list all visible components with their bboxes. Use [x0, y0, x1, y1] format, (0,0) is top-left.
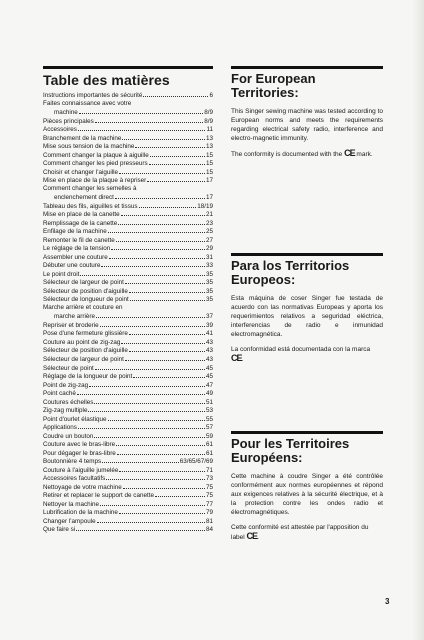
section-title-line2: Territories:	[231, 85, 299, 100]
toc-entry-page: 35	[205, 287, 213, 295]
table-of-contents	[43, 66, 213, 534]
toc-entry-page: 6	[209, 92, 213, 99]
page-number: 3	[385, 597, 390, 606]
toc-entry-page: 37	[205, 313, 213, 321]
toc-entry-page: 75	[205, 492, 213, 500]
toc-leader-dots	[143, 91, 208, 97]
toc-entry	[43, 159, 213, 168]
toc-entry-page: 15	[205, 160, 213, 168]
toc-entry-page: 59	[205, 432, 213, 440]
toc-entry-page: 8/9	[204, 109, 213, 117]
ce-mark-icon: CE	[246, 531, 258, 541]
toc-entry	[43, 270, 213, 279]
toc-leader-dots	[109, 253, 205, 259]
toc-entry-label: Mise sous tension de la machine	[43, 143, 135, 151]
toc-entry-label: Le réglage de la tension	[43, 245, 111, 253]
toc-leader-dots	[117, 449, 205, 455]
toc-entry	[43, 134, 213, 143]
toc-entry-page: 41	[205, 330, 213, 338]
toc-leader-dots	[100, 500, 205, 506]
toc-entry-label: Pose d'une fermeture glissière	[43, 330, 128, 338]
toc-leader-dots	[119, 168, 205, 174]
toc-entry-label: Marche arrière et couture en	[43, 303, 123, 311]
toc-leader-dots	[102, 457, 179, 463]
toc-entry-label: Boutonnière 4 temps	[43, 458, 102, 466]
conformity-text: The conformity is documented with the	[231, 151, 343, 158]
toc-entry-page: 43	[205, 355, 213, 363]
toc-leader-dots	[106, 474, 205, 480]
section-title-line2: Européens:	[231, 450, 303, 465]
section-title	[231, 259, 383, 287]
toc-leader-dots	[94, 398, 205, 404]
toc-leader-dots	[94, 432, 205, 438]
toc-entry-label: Choisir et changer l'aiguille	[43, 168, 119, 176]
toc-entry-label: Débuter une couture	[43, 262, 101, 270]
toc-entry-label: Nettoyage de votre machine	[43, 483, 122, 491]
toc-entry	[43, 372, 213, 381]
toc-entry-label: Coudre un bouton	[43, 432, 94, 440]
toc-entry-label: Que faire si	[43, 526, 76, 534]
section-paragraph: Cette machine à coudre Singer a été contrôlée conformément aux normes européennes et répond aux exigences relatives à la sécurité électrique, et à la protection contre les ondes radio et électromagnétiques.	[231, 473, 383, 516]
toc-entry-page: 49	[205, 390, 213, 398]
toc-entry-page: 61	[205, 441, 213, 449]
toc-entry	[43, 381, 213, 390]
toc-entry-label: Repriser et broderie	[43, 321, 99, 329]
toc-leader-dots	[95, 117, 203, 123]
toc-list	[43, 91, 213, 534]
toc-entry-page: 57	[205, 424, 213, 432]
conformity-tail: .	[241, 356, 244, 363]
toc-entry	[43, 398, 213, 407]
toc-entry	[43, 517, 213, 526]
toc-entry-page: 17	[205, 194, 213, 202]
toc-entry	[43, 432, 213, 441]
toc-entry-label: Point de zig-zag	[43, 381, 89, 389]
toc-entry-page: 33	[205, 262, 213, 270]
toc-entry	[43, 253, 213, 262]
toc-leader-dots	[125, 355, 205, 361]
toc-entry-label: Retirer et replacer le support de canette	[43, 492, 154, 500]
toc-entry-page: 73	[205, 475, 213, 483]
ce-mark-icon: CE	[344, 148, 355, 158]
section-conformity-paragraph	[231, 345, 383, 364]
toc-entry	[43, 457, 213, 466]
toc-entry-label: Sélecteur de position d'aiguille	[43, 287, 128, 295]
toc-entry-label: Comment changer les semelles à	[43, 184, 137, 192]
toc-leader-dots	[150, 151, 205, 157]
section-conformity-paragraph	[231, 149, 383, 159]
toc-entry-page: 61	[205, 449, 213, 457]
toc-entry-page: 53	[205, 407, 213, 415]
toc-entry	[43, 108, 213, 117]
section-paragraph: This Singer sewing machine was tested according to European norms and meets the requirements regarding electrical safety radio, interference and electro-magnetic immunity.	[231, 108, 383, 142]
toc-entry-page: 43	[205, 347, 213, 355]
conformity-text: Cette conformité est attestée par l'apposition du label	[231, 524, 369, 541]
toc-entry	[43, 287, 213, 296]
toc-entry-label: Faites connaissance avec votre	[43, 99, 132, 107]
toc-entry	[43, 525, 213, 534]
toc-entry	[43, 210, 213, 219]
toc-leader-dots	[78, 125, 206, 131]
toc-entry-label: Couture à l'aiguille jumelée	[43, 466, 119, 474]
toc-entry	[43, 236, 213, 245]
toc-entry-label: Lubrification de la machine	[43, 509, 118, 517]
toc-entry	[43, 312, 213, 321]
toc-entry	[43, 338, 213, 347]
toc-entry-label: Comment changer les pied presseurs	[43, 160, 148, 168]
section-conformity-paragraph	[231, 523, 383, 542]
section-territorios-europeos	[231, 253, 383, 370]
toc-entry	[43, 329, 213, 338]
toc-entry-label: Pièces principales	[43, 117, 94, 125]
toc-leader-dots	[130, 295, 205, 301]
toc-entry	[43, 219, 213, 228]
toc-leader-dots	[147, 176, 205, 182]
toc-leader-dots	[129, 287, 205, 293]
toc-entry-label: Remonter le fil de canette	[43, 236, 115, 244]
toc-leader-dots	[80, 270, 205, 276]
toc-entry-label: Mise en place de la plaque à repriser	[43, 177, 147, 185]
toc-entry-page: 45	[205, 373, 213, 381]
toc-leader-dots	[123, 483, 205, 489]
conformity-tail: .	[257, 534, 259, 541]
toc-entry-page: 51	[205, 398, 213, 406]
toc-entry-page: 35	[205, 296, 213, 304]
section-title-line2: Europeos:	[231, 272, 296, 287]
toc-entry	[43, 91, 213, 100]
toc-entry-label: Accessoires facultatifs	[43, 475, 106, 483]
toc-entry-page: 8/9	[204, 117, 213, 125]
toc-leader-dots	[121, 338, 205, 344]
toc-entry	[43, 125, 213, 134]
toc-leader-dots	[100, 321, 205, 327]
toc-entry-page: 77	[205, 500, 213, 508]
toc-entry-label: Applications	[43, 424, 77, 432]
toc-entry-label: Mise en place de la canette	[43, 211, 120, 219]
toc-leader-dots	[77, 389, 205, 395]
toc-leader-dots	[79, 108, 203, 114]
toc-entry-page: 18/19	[197, 202, 213, 210]
toc-entry	[43, 278, 213, 287]
toc-entry-label: Couture avec le bras-libre	[43, 441, 116, 449]
toc-entry-page: 21	[205, 211, 213, 219]
toc-leader-dots	[95, 364, 205, 370]
toc-leader-dots	[118, 219, 205, 225]
toc-entry-page: 71	[205, 466, 213, 474]
toc-entry-page: 81	[205, 517, 213, 525]
toc-entry-label: Réglage de la longueur de point	[43, 373, 133, 381]
toc-leader-dots	[97, 517, 205, 523]
section-european-territories	[231, 66, 383, 165]
toc-entry-page: 15	[205, 151, 213, 159]
toc-entry	[43, 474, 213, 483]
toc-entry-label: Branchement de la machine	[43, 134, 122, 142]
toc-entry-page: 39	[205, 321, 213, 329]
toc-entry	[43, 185, 213, 194]
toc-leader-dots	[119, 466, 205, 472]
toc-entry-page: 35	[205, 270, 213, 278]
section-paragraph: Esta máquina de coser Singer fue testada de acuerdo con las normativas Europeas y aporta los requerimientos relativos a seguridad eléctrica, interferencias de radio e inmunidad electromagnética.	[231, 295, 383, 338]
conformity-text: La conformidad está documentada con la marca	[231, 346, 371, 353]
toc-entry-label: marche arrière	[54, 313, 95, 321]
toc-entry-page: 55	[205, 415, 213, 423]
toc-entry-label: Comment changer la plaque à aiguille	[43, 151, 149, 159]
toc-entry-page: 13	[205, 143, 213, 151]
toc-entry-label: Remplissage de la canette	[43, 219, 118, 227]
toc-leader-dots	[108, 415, 205, 421]
toc-entry-label: Enfilage de la machine	[43, 228, 107, 236]
toc-entry	[43, 142, 213, 151]
toc-entry	[43, 449, 213, 458]
toc-entry-page: 47	[205, 381, 213, 389]
toc-entry	[43, 364, 213, 373]
toc-entry-page: 29	[205, 245, 213, 253]
toc-leader-dots	[111, 244, 205, 250]
toc-leader-dots	[96, 312, 205, 318]
toc-leader-dots	[116, 236, 205, 242]
toc-entry-label: Point caché	[43, 390, 76, 398]
toc-entry-page: 43	[205, 338, 213, 346]
toc-entry	[43, 244, 213, 253]
toc-entry-label: Pour dégager le bras-libre	[43, 449, 116, 457]
toc-entry-label: Sélecteur de longueur de point	[43, 296, 129, 304]
toc-entry-label: enclenchement direct	[54, 194, 114, 202]
toc-entry	[43, 415, 213, 424]
ce-mark-icon: CE	[231, 353, 242, 363]
section-title	[231, 437, 383, 465]
toc-entry-page: 31	[205, 253, 213, 261]
toc-entry-label: Sélecteur de largeur de point	[43, 279, 124, 287]
toc-entry-page: 15	[205, 168, 213, 176]
section-title	[231, 72, 383, 100]
toc-entry	[43, 261, 213, 270]
toc-entry-page: 84	[205, 526, 213, 534]
toc-leader-dots	[155, 491, 205, 497]
toc-title: Table des matières	[43, 72, 170, 88]
toc-leader-dots	[135, 142, 205, 148]
toc-leader-dots	[108, 227, 205, 233]
toc-entry-page: 17	[205, 177, 213, 185]
toc-entry	[43, 389, 213, 398]
toc-leader-dots	[116, 440, 205, 446]
toc-leader-dots	[125, 278, 205, 284]
toc-entry	[43, 440, 213, 449]
toc-entry	[43, 466, 213, 475]
toc-entry-label: Point d'ourlet élastique	[43, 415, 107, 423]
toc-entry-page: 25	[205, 228, 213, 236]
toc-entry-label: Tableau des fils, aiguilles et tissus	[43, 202, 138, 210]
toc-entry	[43, 491, 213, 500]
toc-leader-dots	[129, 329, 205, 335]
toc-entry	[43, 423, 213, 432]
toc-entry-page: 23	[205, 219, 213, 227]
toc-entry	[43, 193, 213, 202]
toc-leader-dots	[139, 202, 197, 208]
toc-leader-dots	[121, 210, 205, 216]
page-edge-shadow	[412, 0, 424, 640]
toc-entry-label: Coutures échelles	[43, 398, 94, 406]
toc-entry	[43, 202, 213, 211]
toc-entry	[43, 321, 213, 330]
toc-leader-dots	[89, 381, 205, 387]
toc-entry	[43, 227, 213, 236]
toc-entry	[43, 500, 213, 509]
toc-entry-label: Sélecteur de largeur de point	[43, 355, 124, 363]
toc-entry-label: Zig-zag multiple	[43, 407, 88, 415]
section-title-line1: For European	[231, 71, 316, 86]
toc-entry	[43, 100, 213, 109]
toc-entry-page: 13	[205, 134, 213, 142]
section-territoires-europeens	[231, 431, 383, 548]
toc-entry-page: 11	[206, 126, 213, 134]
toc-entry-label: Sélecteur de position d'aiguille	[43, 347, 128, 355]
toc-entry-label: Le point droit	[43, 270, 80, 278]
toc-entry	[43, 346, 213, 355]
toc-leader-dots	[115, 193, 205, 199]
toc-entry	[43, 304, 213, 313]
toc-entry-page: 27	[205, 236, 213, 244]
toc-entry-page: 45	[205, 364, 213, 372]
toc-entry-page: 79	[205, 509, 213, 517]
toc-leader-dots	[88, 406, 205, 412]
toc-entry	[43, 176, 213, 185]
toc-entry-label: Assembler une couture	[43, 253, 108, 261]
toc-entry-label: Couture au point de zig-zag	[43, 338, 121, 346]
toc-entry-page: 63/65/67/69	[179, 458, 213, 466]
toc-entry	[43, 406, 213, 415]
toc-leader-dots	[119, 508, 205, 514]
toc-entry	[43, 151, 213, 160]
conformity-tail: mark.	[354, 151, 373, 158]
toc-entry	[43, 508, 213, 517]
section-title-line1: Pour les Territoires	[231, 436, 350, 451]
toc-leader-dots	[129, 346, 205, 352]
toc-entry-label: Instructions importantes de sécurité	[43, 92, 143, 99]
toc-entry	[43, 117, 213, 126]
toc-entry-label: machine	[54, 109, 78, 117]
toc-entry	[43, 483, 213, 492]
toc-entry	[43, 168, 213, 177]
toc-entry-page: 35	[205, 279, 213, 287]
section-title-line1: Para los Territorios	[231, 258, 350, 273]
toc-entry-label: Accessoires	[43, 126, 77, 134]
toc-entry	[43, 295, 213, 304]
toc-entry-label: Sélecteur de point	[43, 364, 94, 372]
toc-leader-dots	[133, 372, 205, 378]
toc-leader-dots	[101, 261, 205, 267]
toc-leader-dots	[149, 159, 205, 165]
toc-entry-label: Nettoyer la machine	[43, 500, 99, 508]
toc-leader-dots	[122, 134, 205, 140]
toc-leader-dots	[78, 423, 205, 429]
toc-entry-page: 75	[205, 483, 213, 491]
toc-entry	[43, 355, 213, 364]
toc-leader-dots	[76, 525, 205, 531]
toc-entry-label: Changer l'ampoule	[43, 517, 96, 525]
